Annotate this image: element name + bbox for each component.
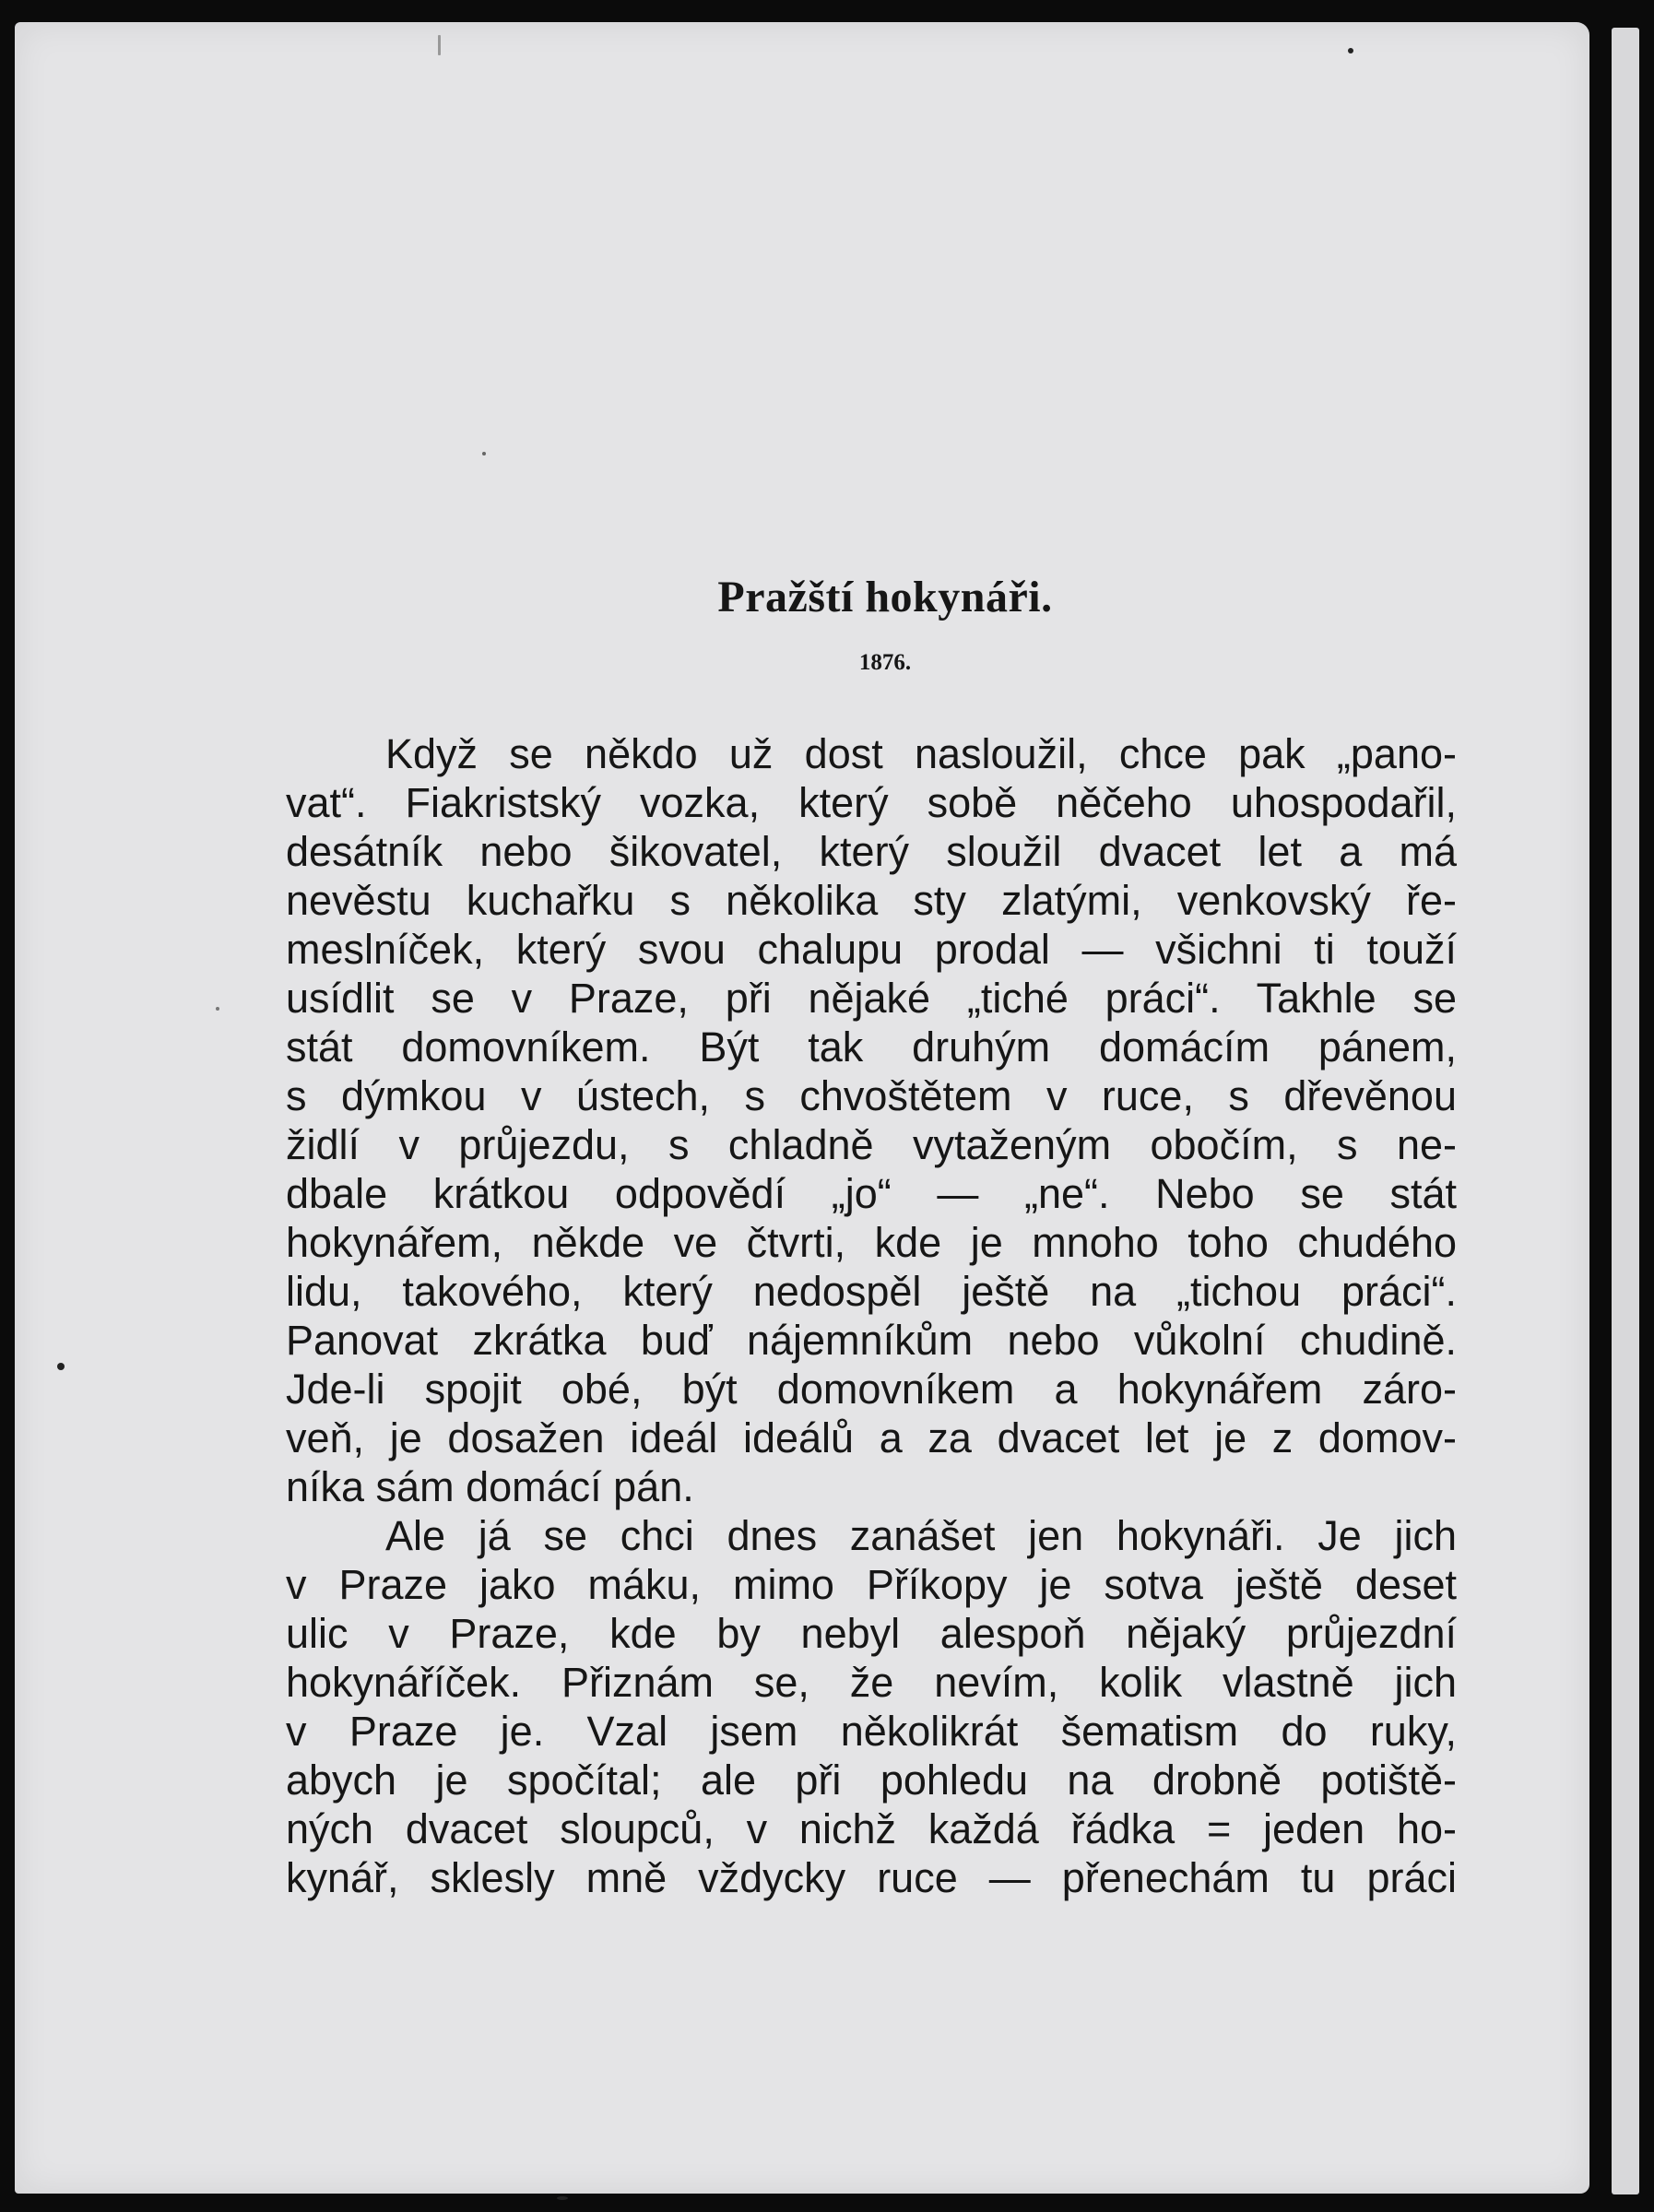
text-line: vat“. Fiakristský vozka, který sobě něčeho uhospodařil, (286, 779, 1457, 826)
text-line: hokynářem, někde ve čtvrti, kde je mnoho toho chudého (286, 1219, 1457, 1266)
text-line: nevěstu kuchařku s několika sty zlatými, venkovský ře- (286, 877, 1457, 924)
text-line: usídlit se v Praze, při nějaké „tiché práci“. Takhle se (286, 975, 1457, 1022)
adjacent-page-edge (1612, 28, 1639, 2194)
page-content (286, 572, 1457, 1902)
text-line: dbale krátkou odpovědí „jo“ — „ne“. Nebo se stát (286, 1170, 1457, 1217)
scan-speck (1348, 48, 1353, 53)
body-text (286, 729, 1457, 1902)
text-line: Když se někdo už dost nasloužil, chce pak „pano- (385, 730, 1457, 777)
text-line: židlí v průjezdu, s chladně vytaženým obočím, s ne- (286, 1121, 1457, 1168)
scan-speck (557, 2196, 568, 2200)
scan-speck (216, 1007, 219, 1011)
text-line: s dýmkou v ústech, s chvoštětem v ruce, s dřevěnou (286, 1072, 1457, 1119)
text-line: v Praze jako máku, mimo Příkopy je sotva ještě deset (286, 1561, 1457, 1608)
text-line: Ale já se chci dnes zanášet jen hokynáři. Je jich (385, 1512, 1457, 1559)
scan-speck (57, 1363, 65, 1370)
text-line: abych je spočítal; ale při pohledu na drobně potiště- (286, 1757, 1457, 1804)
text-line: lidu, takového, který nedospěl ještě na „tichou práci“. (286, 1268, 1457, 1315)
text-line: stát domovníkem. Být tak druhým domácím pánem, (286, 1023, 1457, 1071)
text-line: kynář, sklesly mně vždycky ruce — přenechám tu práci (286, 1854, 1457, 1901)
text-line: meslníček, který svou chalupu prodal — všichni ti touží (286, 926, 1457, 973)
scan-speck (482, 452, 486, 455)
text-line: ulic v Praze, kde by nebyl alespoň nějaký průjezdní (286, 1610, 1457, 1657)
text-line: níka sám domácí pán. (286, 1463, 694, 1510)
chapter-title: Pražští hokynáři. (717, 573, 1053, 621)
text-line: desátník nebo šikovatel, který sloužil dvacet let a má (286, 828, 1457, 875)
scan-speck (438, 35, 441, 55)
text-line: hokynáříček. Přiznám se, že nevím, kolik vlastně jich (286, 1659, 1457, 1706)
chapter-year: 1876. (858, 650, 912, 675)
text-line: Panovat zkrátka buď nájemníkům nebo vůkolní chudině. (286, 1317, 1457, 1364)
text-line: Jde-li spojit obé, být domovníkem a hokynářem záro- (286, 1366, 1457, 1413)
text-line: v Praze je. Vzal jsem několikrát šematism do ruky, (286, 1708, 1457, 1755)
text-line: ných dvacet sloupců, v nichž každá řádka = jeden ho- (286, 1805, 1457, 1852)
text-line: veň, je dosažen ideál ideálů a za dvacet let je z domov- (286, 1414, 1457, 1461)
